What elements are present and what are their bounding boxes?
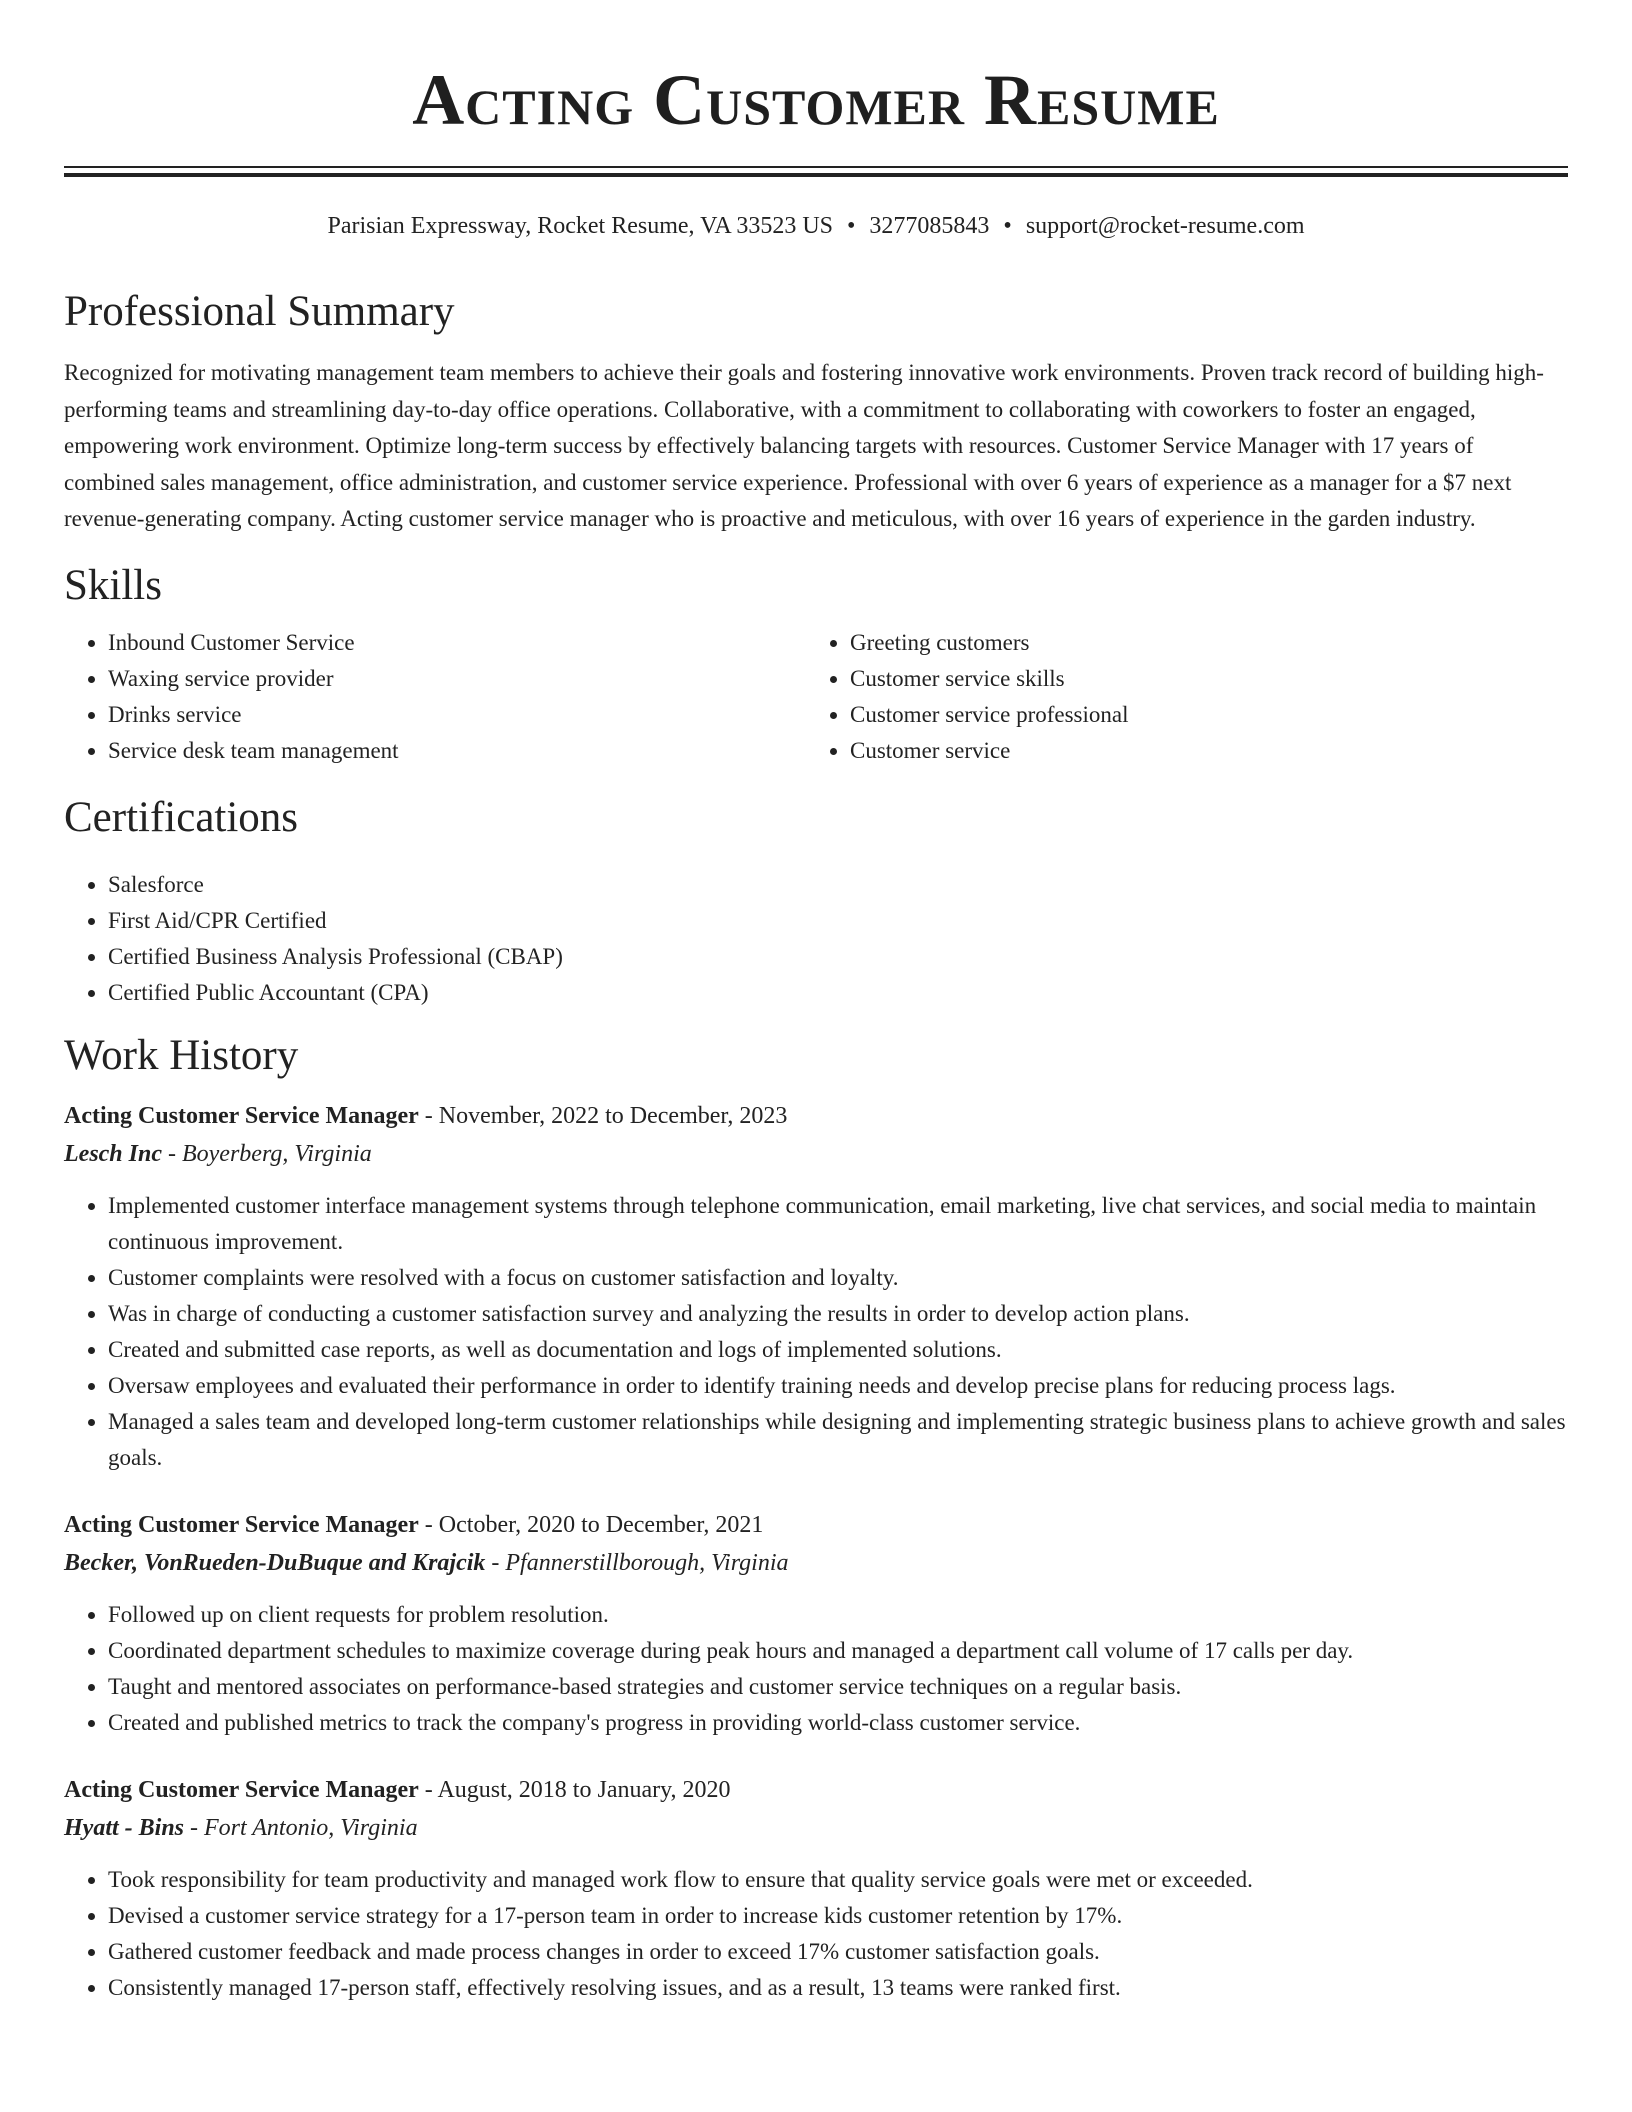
- certifications-heading: Certifications: [64, 793, 299, 841]
- job-bullet: • Followed up on client requests for problem resolution.: [108, 1597, 1568, 1633]
- certification-item: • Salesforce: [108, 867, 1568, 903]
- job-role: Acting Customer Service Manager: [64, 1511, 419, 1538]
- job-company-line: [64, 1809, 1568, 1847]
- job-bullet: • Created and published metrics to track the company's progress in providing world-class customer service.: [108, 1705, 1568, 1741]
- contact-address: Parisian Expressway, Rocket Resume, VA 33523 US: [327, 213, 834, 239]
- skills-list-left: [64, 625, 806, 769]
- certifications-list: [64, 867, 1568, 1011]
- summary-text: Recognized for motivating management team members to achieve their goals and fostering innovative work environments. Proven track record of building high-performing teams and streamlining day-to-day office operations. Collaborative, with a commitment to collaborating with coworkers to foster an engaged, empowering work environment. Optimize long-term success by effectively balancing targets with resources. Customer Service Manager with 17 years of combined sales management, office administration, and customer service experience. Professional with over 6 years of experience as a manager for a $7 next revenue-generating company. Acting customer service manager who is proactive and meticulous, with over 16 years of experience in the garden industry.: [64, 360, 1544, 531]
- skills-column-right: [806, 625, 1548, 769]
- skills-heading: Skills: [64, 561, 162, 609]
- certification-item: • Certified Public Accountant (CPA): [108, 975, 1568, 1011]
- contact-email: support@rocket-resume.com: [1025, 213, 1305, 239]
- skill-item: • Customer service: [850, 733, 1548, 769]
- contact-phone: 3277085843: [869, 213, 990, 239]
- work-history-heading: Work History: [64, 1031, 299, 1079]
- skill-item: • Inbound Customer Service: [108, 625, 806, 661]
- summary-heading: Professional Summary: [64, 288, 455, 335]
- header-rule-thick: [64, 173, 1568, 177]
- skill-item: • Greeting customers: [850, 625, 1548, 661]
- job-header: [64, 1771, 1568, 1809]
- job-location: - Pfannerstillborough, Virginia: [491, 1549, 789, 1576]
- skill-item: • Service desk team management: [108, 733, 806, 769]
- job-bullet: • Created and submitted case reports, as well as documentation and logs of implemented solutions.: [108, 1332, 1568, 1368]
- job-entry: [64, 1771, 1568, 2006]
- job-company: Lesch Inc: [64, 1140, 162, 1167]
- skill-item: • Drinks service: [108, 697, 806, 733]
- job-role: Acting Customer Service Manager: [64, 1102, 419, 1129]
- job-company: Hyatt - Bins: [64, 1814, 185, 1841]
- job-bullets: [64, 1188, 1568, 1476]
- job-bullets: [64, 1862, 1568, 2006]
- job-bullet: • Implemented customer interface management systems through telephone communication, email marketing, live chat services, and social media to maintain continuous improvement.: [108, 1188, 1568, 1260]
- job-entry: [64, 1506, 1568, 1741]
- contact-line: [64, 210, 1568, 242]
- job-location: - Boyerberg, Virginia: [168, 1140, 372, 1167]
- job-header: [64, 1506, 1568, 1544]
- job-bullet: • Devised a customer service strategy for a 17-person team in order to increase kids customer retention by 17%.: [108, 1898, 1568, 1934]
- skill-item: • Customer service skills: [850, 661, 1548, 697]
- contact-separator: •: [1003, 213, 1012, 239]
- skills-grid: [64, 625, 1568, 769]
- job-bullet: • Coordinated department schedules to maximize coverage during peak hours and managed a department call volume of 17 calls per day.: [108, 1633, 1568, 1669]
- job-bullet: • Managed a sales team and developed long-term customer relationships while designing and implementing strategic business plans to achieve growth and sales goals.: [108, 1404, 1568, 1476]
- job-company-line: [64, 1135, 1568, 1173]
- job-location: - Fort Antonio, Virginia: [190, 1814, 418, 1841]
- skill-item: • Waxing service provider: [108, 661, 806, 697]
- resume-name: Acting Customer Resume: [412, 60, 1220, 140]
- contact-separator: •: [847, 213, 856, 239]
- job-dates: - October, 2020 to December, 2021: [424, 1511, 764, 1538]
- job-entry: [64, 1097, 1568, 1476]
- job-header: [64, 1097, 1568, 1135]
- job-dates: - August, 2018 to January, 2020: [424, 1776, 731, 1803]
- certification-item: • First Aid/CPR Certified: [108, 903, 1568, 939]
- job-company-line: [64, 1544, 1568, 1582]
- job-bullet: • Customer complaints were resolved with a focus on customer satisfaction and loyalty.: [108, 1260, 1568, 1296]
- certification-item: • Certified Business Analysis Professional (CBAP): [108, 939, 1568, 975]
- job-bullet: • Took responsibility for team productivity and managed work flow to ensure that quality service goals were met or exceeded.: [108, 1862, 1568, 1898]
- job-bullet: • Taught and mentored associates on performance-based strategies and customer service techniques on a regular basis.: [108, 1669, 1568, 1705]
- job-role: Acting Customer Service Manager: [64, 1776, 419, 1803]
- header-rule-thin: [64, 166, 1568, 168]
- job-company: Becker, VonRueden-DuBuque and Krajcik: [64, 1549, 486, 1576]
- skills-column-left: [64, 625, 806, 769]
- skill-item: • Customer service professional: [850, 697, 1548, 733]
- job-bullet: • Was in charge of conducting a customer satisfaction survey and analyzing the results in order to develop action plans.: [108, 1296, 1568, 1332]
- job-bullets: [64, 1597, 1568, 1741]
- job-dates: - November, 2022 to December, 2023: [424, 1102, 788, 1129]
- skills-list-right: [806, 625, 1548, 769]
- job-bullet: • Oversaw employees and evaluated their performance in order to identify training needs and develop precise plans for reducing process lags.: [108, 1368, 1568, 1404]
- job-bullet: • Consistently managed 17-person staff, effectively resolving issues, and as a result, 13 teams were ranked first.: [108, 1970, 1568, 2006]
- job-bullet: • Gathered customer feedback and made process changes in order to exceed 17% customer satisfaction goals.: [108, 1934, 1568, 1970]
